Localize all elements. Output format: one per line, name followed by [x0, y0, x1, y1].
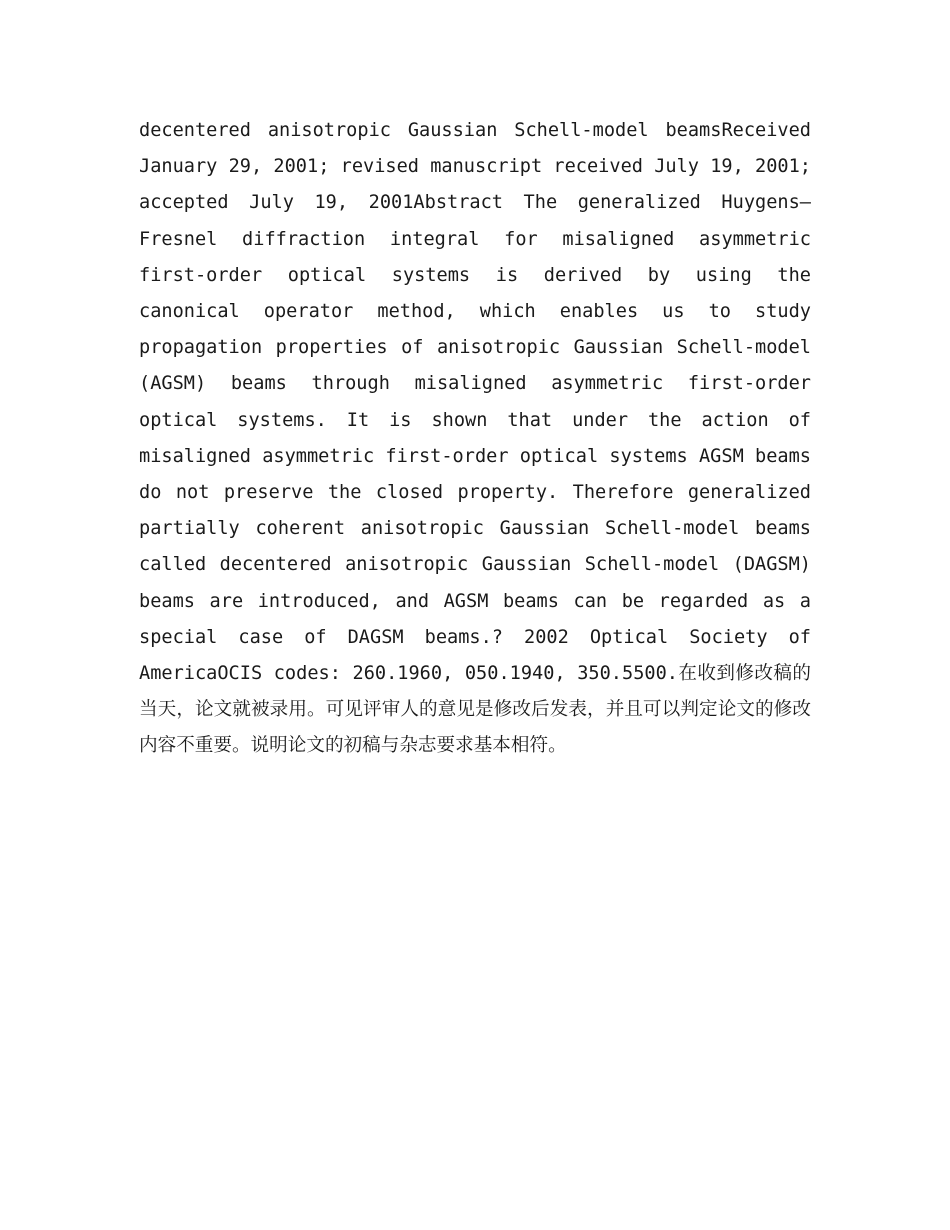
body-paragraph: decentered anisotropic Gaussian Schell-model beamsReceived January 29, 2001; revised manuscript received July 19, 2001; accepted July 19, 2001Abstract The generalized Huygens–Fresnel diffraction integral for misaligned asymmetric first-order optical systems is derived by using the canonical operator method, which enables us to study propagation properties of anisotropic Gaussian Schell-model (AGSM) beams through misaligned asymmetric first-order optical systems. It is shown that under the action of misaligned asymmetric first-order optical systems AGSM beams do not preserve the closed property. Therefore generalized partially coherent anisotropic Gaussian Schell-model beams called decentered anisotropic Gaussian Schell-model (DAGSM) beams are introduced, and AGSM beams can be regarded as a special case of DAGSM beams.? 2002 Optical Society of AmericaOCIS codes: 260.1960, 050.1940, 350.5500.在收到修改稿的当天，论文就被录用。可见评审人的意见是修改后发表，并且可以判定论文的修改内容不重要。说明论文的初稿与杂志要求基本相符。 [139, 120, 811, 757]
